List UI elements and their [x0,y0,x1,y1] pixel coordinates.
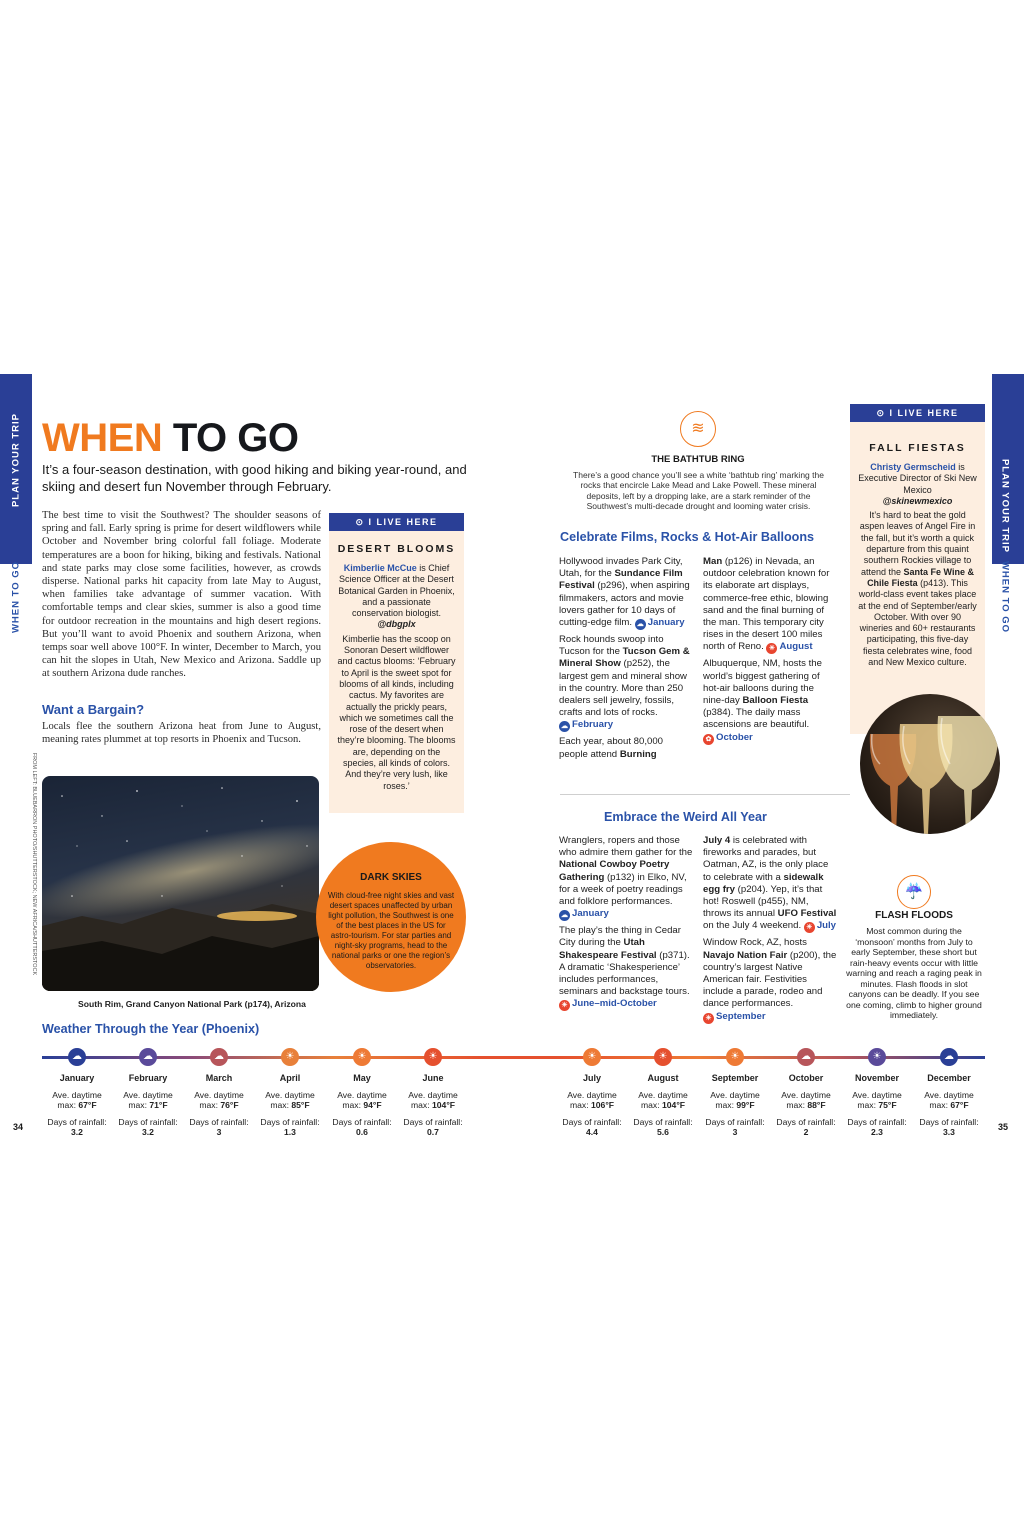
rain-value: 3 [732,1127,738,1138]
temp-value: max: 104°F [410,1100,456,1111]
temp-value: max: 67°F [57,1100,97,1111]
sun-icon: ☀ [726,1048,744,1066]
page-title [42,414,299,462]
cloud-icon: ☁ [797,1048,815,1066]
bathtub-icon: ≋ [680,411,716,447]
photo-caption: South Rim, Grand Canyon National Park (p174), Arizona [78,999,306,1009]
title-part-1: WHEN [42,416,163,460]
temp-value: max: 76°F [199,1100,239,1111]
month-name: March [205,1073,233,1083]
temp-value: max: 75°F [857,1100,897,1111]
night-sky-illustration [42,776,319,991]
person-name: Kimberlie McCue [343,563,417,573]
sun-icon: ☀ [583,1048,601,1066]
month-name: September [711,1073,759,1083]
burning-man-entry: Man (p126) in Nevada, an outdoor celebration known for its elaborate art displays, commerce-free ethic, blowing sand and the final burning of the man. This temporary city rises in the desert 100 miles north of Reno. ☀ August [703,556,830,653]
month-tag-february: ☁ February [561,719,614,731]
balloon-fiesta-entry: Albuquerque, NM, hosts the world’s biggest gathering of hot-air balloons during the nine-day Balloon Fiesta (p384). The daily mass ascensions are beautiful. ✿ October [703,658,822,743]
rain-label: Days of rainfall: [332,1116,392,1127]
sundance-entry: Hollywood invades Park City, Utah, for the Sundance Film Festival (p296), when aspiring filmmakers, actors and movie lovers gather for 10 days of cutting-edge film. ☁ January [559,556,690,629]
left-section-label: WHEN TO GO [10,560,22,634]
weather-month-september [699,1073,771,1138]
temp-label: Ave. daytime [638,1089,688,1100]
temp-value: max: 99°F [715,1100,755,1111]
bargain-heading: Want a Bargain? [42,702,145,717]
temp-value: max: 106°F [569,1100,615,1111]
rain-value: 2.3 [871,1127,883,1138]
celebrate-col-2 [703,556,837,749]
weather-month-august [627,1073,699,1138]
person-name: Christy Germscheid [870,462,956,472]
month-tag-january: ☁ January [561,908,609,920]
temp-label: Ave. daytime [710,1089,760,1100]
page-number-left: 34 [13,1122,24,1132]
person-handle: @dbgplx [377,619,416,630]
month-name: June [422,1073,444,1083]
winter-icon: ☁ [561,723,568,731]
weather-month-november [841,1073,913,1138]
right-section-label: WHEN TO GO [999,560,1011,634]
sun-icon: ☀ [559,1000,570,1011]
cowboy-poetry-entry: Wranglers, ropers and those who admire them gather for the National Cowboy Poetry Gathering (p132) in Elko, NV, for a week of poetry readings and folklore performances. ☁ January [559,835,693,920]
temp-label: Ave. daytime [781,1089,831,1100]
rain-value: 2 [803,1127,809,1138]
temp-value: max: 94°F [342,1100,382,1111]
cloud-icon: ☁ [210,1048,228,1066]
temp-label: Ave. daytime [123,1089,173,1100]
temp-value: max: 71°F [128,1100,168,1111]
month-name: November [854,1073,899,1083]
rain-value: 1.3 [284,1127,296,1138]
temp-value: max: 85°F [270,1100,310,1111]
title-part-2: TO GO [172,416,299,460]
left-tab-label: PLAN YOUR TRIP [10,412,22,508]
person-handle: @skinewmexico [882,495,953,506]
cloud-icon: ☁ [940,1048,958,1066]
rain-label: Days of rainfall: [633,1116,693,1127]
temp-label: Ave. daytime [265,1089,315,1100]
desert-blooms-text: Kimberlie McCue is Chief Science Officer at the Desert Botanical Garden in Phoenix, and a passionate conservation biologist. @dbgplx Kimberlie has the scoop on Sonoran Desert wildflower and cactus blooms: ‘February to April is the sweet spot for blooms of all kinds, including cactus. My favorites are actually the prickly pears, which we sometimes call the rose of the desert when they’re blooming. The blooms are, depending on the species, all kinds of colors. And they’re very lush, like roses.’ [337,563,456,791]
leaf-icon: ✿ [703,734,714,745]
month-tag-june-october: ☀ June–mid-October [559,998,657,1009]
cloud-icon: ☁ [68,1048,86,1066]
weather-timeline-left [42,1056,482,1059]
temp-label: Ave. daytime [852,1089,902,1100]
dark-skies-text: With cloud-free night skies and vast desert spaces unaffected by urban light pollution, the Southwest is one of the best places in the US for astro-tourism. For star parties and night-sky programs, head to the national parks or one the region’s observatories. [327,891,455,970]
month-tag-july: ☀ July [804,920,836,931]
rain-label: Days of rainfall: [47,1116,107,1127]
celebrate-col-1 [559,556,693,765]
sun-icon: ☀ [868,1048,886,1066]
month-tag-september: ☀ September [703,1011,766,1022]
dark-skies-circle [316,842,466,992]
desert-blooms-quote: Kimberlie has the scoop on Sonoran Desert wildflower and cactus blooms: ‘February to April is the sweet spot for blooms of all kinds, including cactus. My favorites are actually the prickly pears, which we sometimes call the rose of the desert when they’re blooming. The blooms are, depending on the species, all kinds of colors. And they’re very lush, like roses.’ [337,633,456,791]
right-tab-label: PLAN YOUR TRIP [999,458,1011,554]
rain-label: Days of rainfall: [776,1116,836,1127]
weird-col-1 [559,835,693,1015]
fall-fiestas-title: FALL FIESTAS [869,442,966,454]
temp-value: max: 88°F [786,1100,826,1111]
rain-value: 0.7 [427,1127,439,1138]
sun-icon: ☀ [281,1048,299,1066]
fall-fiestas-box [850,404,985,734]
dark-skies-title: DARK SKIES [360,872,422,883]
temp-value: max: 104°F [640,1100,686,1111]
rain-label: Days of rainfall: [403,1116,463,1127]
rain-label: Days of rainfall: [260,1116,320,1127]
sun-icon: ☀ [424,1048,442,1066]
bathtub-text: There’s a good chance you’ll see a white ‘bathtub ring’ marking the rocks that encircle Lake Mead and Lake Powell. These mineral deposits, left by a dropping lake, are a stark reminder of the Southwest’s multi-decade drought and looming water crisis. [573,470,824,512]
wine-glasses-photo [860,694,1000,834]
rain-label: Days of rainfall: [847,1116,907,1127]
month-name: December [927,1073,971,1083]
temp-label: Ave. daytime [408,1089,458,1100]
sun-icon: ☀ [804,922,815,933]
rain-value: 3.2 [71,1127,83,1138]
sun-icon: ☀ [353,1048,371,1066]
pin-icon: ⊙ [355,517,369,527]
temp-label: Ave. daytime [194,1089,244,1100]
rain-value: 4.4 [586,1127,598,1138]
weather-month-october [770,1073,842,1138]
flash-floods-title: FLASH FLOODS [875,910,953,921]
weather-timeline-center [482,1056,555,1059]
rain-value: 5.6 [657,1127,669,1138]
month-tag-january: ☁ January [636,617,685,629]
flash-floods-text: Most common during the ‘monsoon’ months from July to early September, these short but rain-heavy events occur with little warning and reach a raging peak in minutes. Flash floods in slot canyons can be deadly. If you see one coming, climb to higher ground immediately. [846,926,982,1020]
celebrate-heading: Celebrate Films, Rocks & Hot-Air Balloons [560,530,815,544]
bathtub-title: THE BATHTUB RING [651,454,745,465]
rain-label: Days of rainfall: [118,1116,178,1127]
pin-icon: ⊙ [876,408,890,418]
winter-icon: ☁ [636,621,644,629]
rain-value: 3 [216,1127,222,1138]
month-name: October [788,1073,824,1083]
month-name: January [59,1073,95,1083]
temp-label: Ave. daytime [52,1089,102,1100]
weird-col-2 [703,835,837,1028]
weather-month-april [254,1073,326,1138]
section-divider [560,794,850,795]
weather-month-february [112,1073,184,1138]
bargain-text: Locals flee the southern Arizona heat from June to August, meaning rates plummet at top resorts in Phoenix and Tucson. [42,721,321,746]
temp-label: Ave. daytime [567,1089,617,1100]
temp-label: Ave. daytime [924,1089,974,1100]
rain-value: 0.6 [356,1127,368,1138]
navajo-fair-entry: Window Rock, AZ, hosts Navajo Nation Fair (p200), the country’s largest Native American fair. Festivities include a parade, rodeo and dance performances. ☀ September [703,937,837,1022]
rain-label: Days of rainfall: [919,1116,979,1127]
weather-month-december [913,1073,985,1138]
month-name: August [647,1073,679,1083]
rain-label: Days of rainfall: [562,1116,622,1127]
flash-floods-icon: ☔ [897,875,931,909]
month-tag-august: ☀ August [766,641,812,652]
month-name: April [279,1073,301,1083]
shakespeare-entry: The play’s the thing in Cedar City during the Utah Shakespeare Festival (p371). A dramatic ‘Shakesperience’ includes performances, seminars and backstage tours. ☀ June–mid-October [559,925,690,1010]
burning-man-entry-start: Each year, about 80,000 people attend Burning [559,736,664,760]
wine-glasses-illustration [860,694,1000,834]
rain-label: Days of rainfall: [705,1116,765,1127]
month-tag-october: ✿ October [703,732,753,743]
sun-icon: ☀ [766,643,777,654]
fall-fiestas-header: ⊙ I LIVE HERE [850,404,985,422]
weather-timeline-right [555,1056,985,1059]
fall-fiestas-quote: It’s hard to beat the gold aspen leaves of Angel Fire in the fall, but it’s worth a quick departure from this quaint southern Rockies village to attend the Santa Fe Wine & Chile Fiesta (p413). This world-class event takes place at the end of September/early October. With over 90 wineries and 60+ restaurants participating, this five-day fiesta celebrates wine, food and New Mexico culture. [858,510,977,668]
rain-label: Days of rainfall: [189,1116,249,1127]
sun-icon: ☀ [703,1013,714,1024]
page-number-right: 35 [998,1122,1009,1132]
weather-month-july [556,1073,628,1138]
july-4-entry: July 4 is celebrated with fireworks and parades, but Oatman, AZ, is the only place to celebrate with a sidewalk egg fry (p204). Yep, it’s that hot! Roswell (p455), NM, throws its annual UFO Festival on the July 4 weekend. ☀ July [703,835,837,932]
intro-text: The best time to visit the Southwest? The shoulder seasons of spring and fall. Early spring is prime for desert wildflowers while October and November bring colorful fall foliage. Moderate temperatures are a boon for hiking, biking and festivals. National and state parks may close some facilities, however, as crowds disperse. National parks hit capacity from late May to August, when families take advantage of summer vacation. With comfortable temps and clear skies, summer is also a good time for outdoor recreation in the mountains and high desert regions. But you’ll want to avoid Phoenix and southern Arizona, when temps soar well above 100°F. In winter, December to March, you can hit the slopes in Utah, New Mexico and Arizona. Saddle up at southern Arizona dude ranches. [42,510,321,680]
desert-blooms-header: ⊙ I LIVE HERE [329,513,464,531]
temp-value: max: 67°F [929,1100,969,1111]
photo-credit: FROM LEFT: BLUEBARRON PHOTO/SHUTTERSTOCK; NEW AFRICA/SHUTTERSTOCK [31,752,37,976]
weather-month-june [397,1073,469,1138]
sun-icon: ☀ [654,1048,672,1066]
fall-fiestas-text: Christy Germscheid is Executive Director of Ski New Mexico @skinewmexico It’s hard to beat the gold aspen leaves of Angel Fire in the fall, but it’s worth a quick departure from this quaint southern Rockies village to attend the Santa Fe Wine & Chile Fiesta (p413). This world-class event takes place at the end of September/early October. With over 90 wineries and 60+ restaurants participating, this five-day fiesta celebrates wine, food and New Mexico culture. [858,462,977,668]
month-name: February [128,1073,168,1083]
weather-month-january [41,1073,113,1138]
cloud-icon: ☁ [139,1048,157,1066]
month-name: July [582,1073,601,1083]
winter-icon: ☁ [561,912,568,920]
temp-label: Ave. daytime [337,1089,387,1100]
rain-value: 3.2 [142,1127,154,1138]
weather-month-march [183,1073,255,1138]
weird-heading: Embrace the Weird All Year [604,810,767,824]
rain-value: 3.3 [943,1127,955,1138]
desert-blooms-box [329,513,464,813]
grand-canyon-photo [42,776,319,991]
gem-show-entry: Rock hounds swoop into Tucson for the Tucson Gem & Mineral Show (p252), the largest gem and mineral show in the country. More than 250 dealers sell jewelry, fossils, crafts and lots of rocks. ☁ February [559,634,690,731]
weather-month-may [326,1073,398,1138]
desert-blooms-title: DESERT BLOOMS [337,543,456,555]
weather-heading: Weather Through the Year (Phoenix) [42,1022,260,1036]
subtitle: It’s a four-season destination, with good hiking and biking year-round, and skiing and desert fun November through February. [42,462,467,494]
month-name: May [353,1073,371,1083]
